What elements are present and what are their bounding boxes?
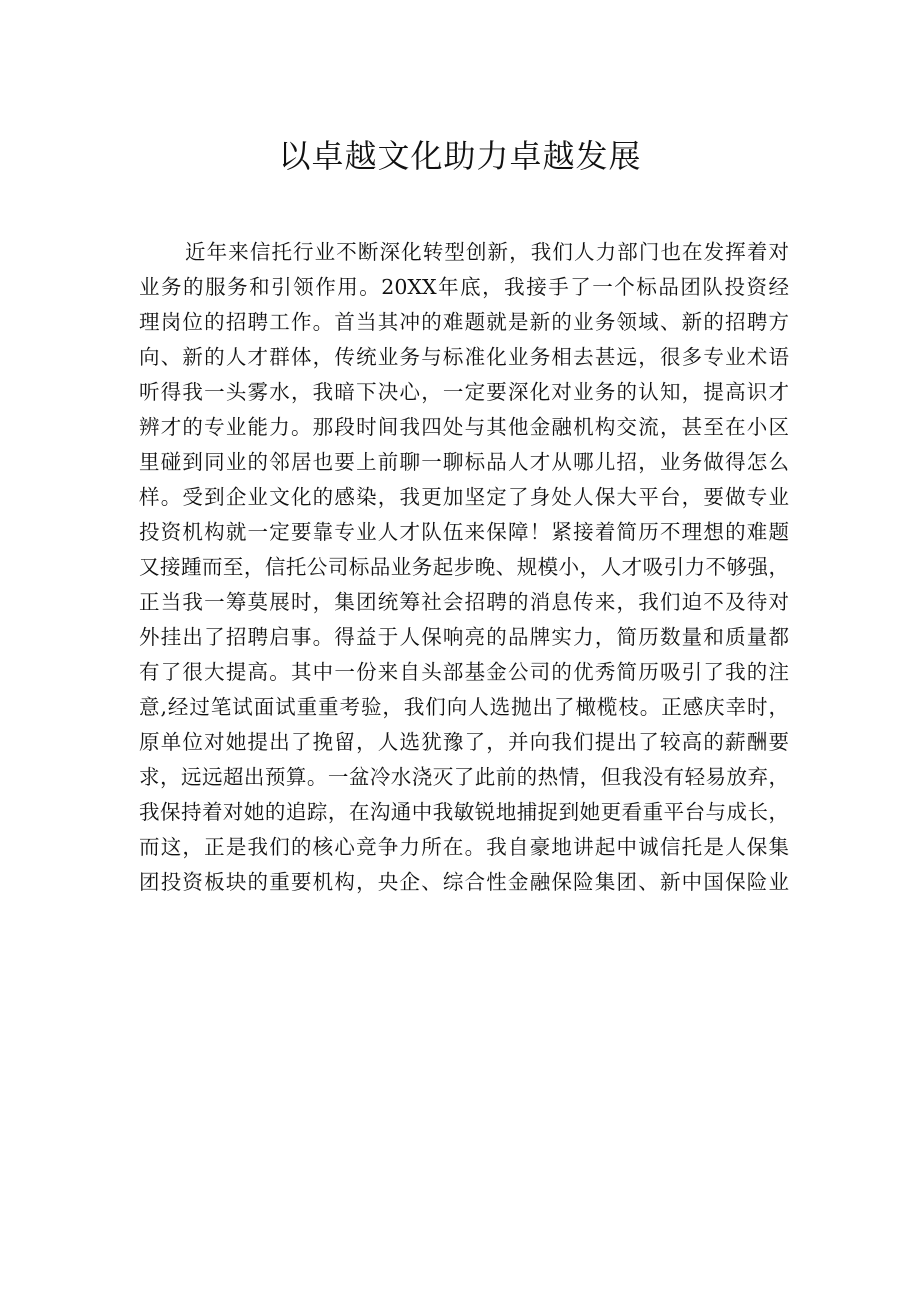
body-line-15: 原单位对她提出了挽留，人选犹豫了，并向我们提出了较高的薪酬要	[139, 730, 789, 754]
body-line-18: 而这，正是我们的核心竞争力所在。我自豪地讲起中诚信托是人保集	[139, 835, 789, 859]
document-title: 以卓越文化助力卓越发展	[278, 137, 642, 175]
body-line-7: 里碰到同业的邻居也要上前聊一聊标品人才从哪儿招，业务做得怎么	[139, 450, 789, 474]
body-line-8: 样。受到企业文化的感染，我更加坚定了身处人保大平台，要做专业	[139, 485, 789, 509]
body-line-10: 又接踵而至，信托公司标品业务起步晚、规模小，人才吸引力不够强，	[139, 555, 789, 579]
body-line-14: 意,经过笔试面试重重考验，我们向人选抛出了橄榄枝。正感庆幸时，	[139, 695, 789, 719]
body-line-13: 有了很大提高。其中一份来自头部基金公司的优秀简历吸引了我的注	[139, 660, 789, 684]
body-line-5: 听得我一头雾水，我暗下决心，一定要深化对业务的认知，提高识才	[139, 380, 789, 404]
body-line-2: 业务的服务和引领作用。20XX年底，我接手了一个标品团队投资经	[139, 275, 789, 299]
body-line-9: 投资机构就一定要靠专业人才队伍来保障！紧接着简历不理想的难题	[139, 520, 789, 544]
body-line-4: 向、新的人才群体，传统业务与标准化业务相去甚远，很多专业术语	[139, 345, 789, 369]
body-line-12: 外挂出了招聘启事。得益于人保响亮的品牌实力，简历数量和质量都	[139, 625, 789, 649]
body-line-1: 近年来信托行业不断深化转型创新，我们人力部门也在发挥着对	[185, 240, 789, 264]
document-body	[139, 235, 789, 900]
body-line-17: 我保持着对她的追踪，在沟通中我敏锐地捕捉到她更看重平台与成长，	[139, 800, 789, 824]
body-line-11: 正当我一筹莫展时，集团统筹社会招聘的消息传来，我们迫不及待对	[139, 590, 789, 614]
body-line-16: 求，远远超出预算。一盆冷水浇灭了此前的热情，但我没有轻易放弃，	[139, 765, 789, 789]
body-line-3: 理岗位的招聘工作。首当其冲的难题就是新的业务领域、新的招聘方	[139, 310, 789, 334]
body-line-19: 团投资板块的重要机构，央企、综合性金融保险集团、新中国保险业	[139, 870, 789, 894]
body-line-6: 辨才的专业能力。那段时间我四处与其他金融机构交流，甚至在小区	[139, 415, 789, 439]
